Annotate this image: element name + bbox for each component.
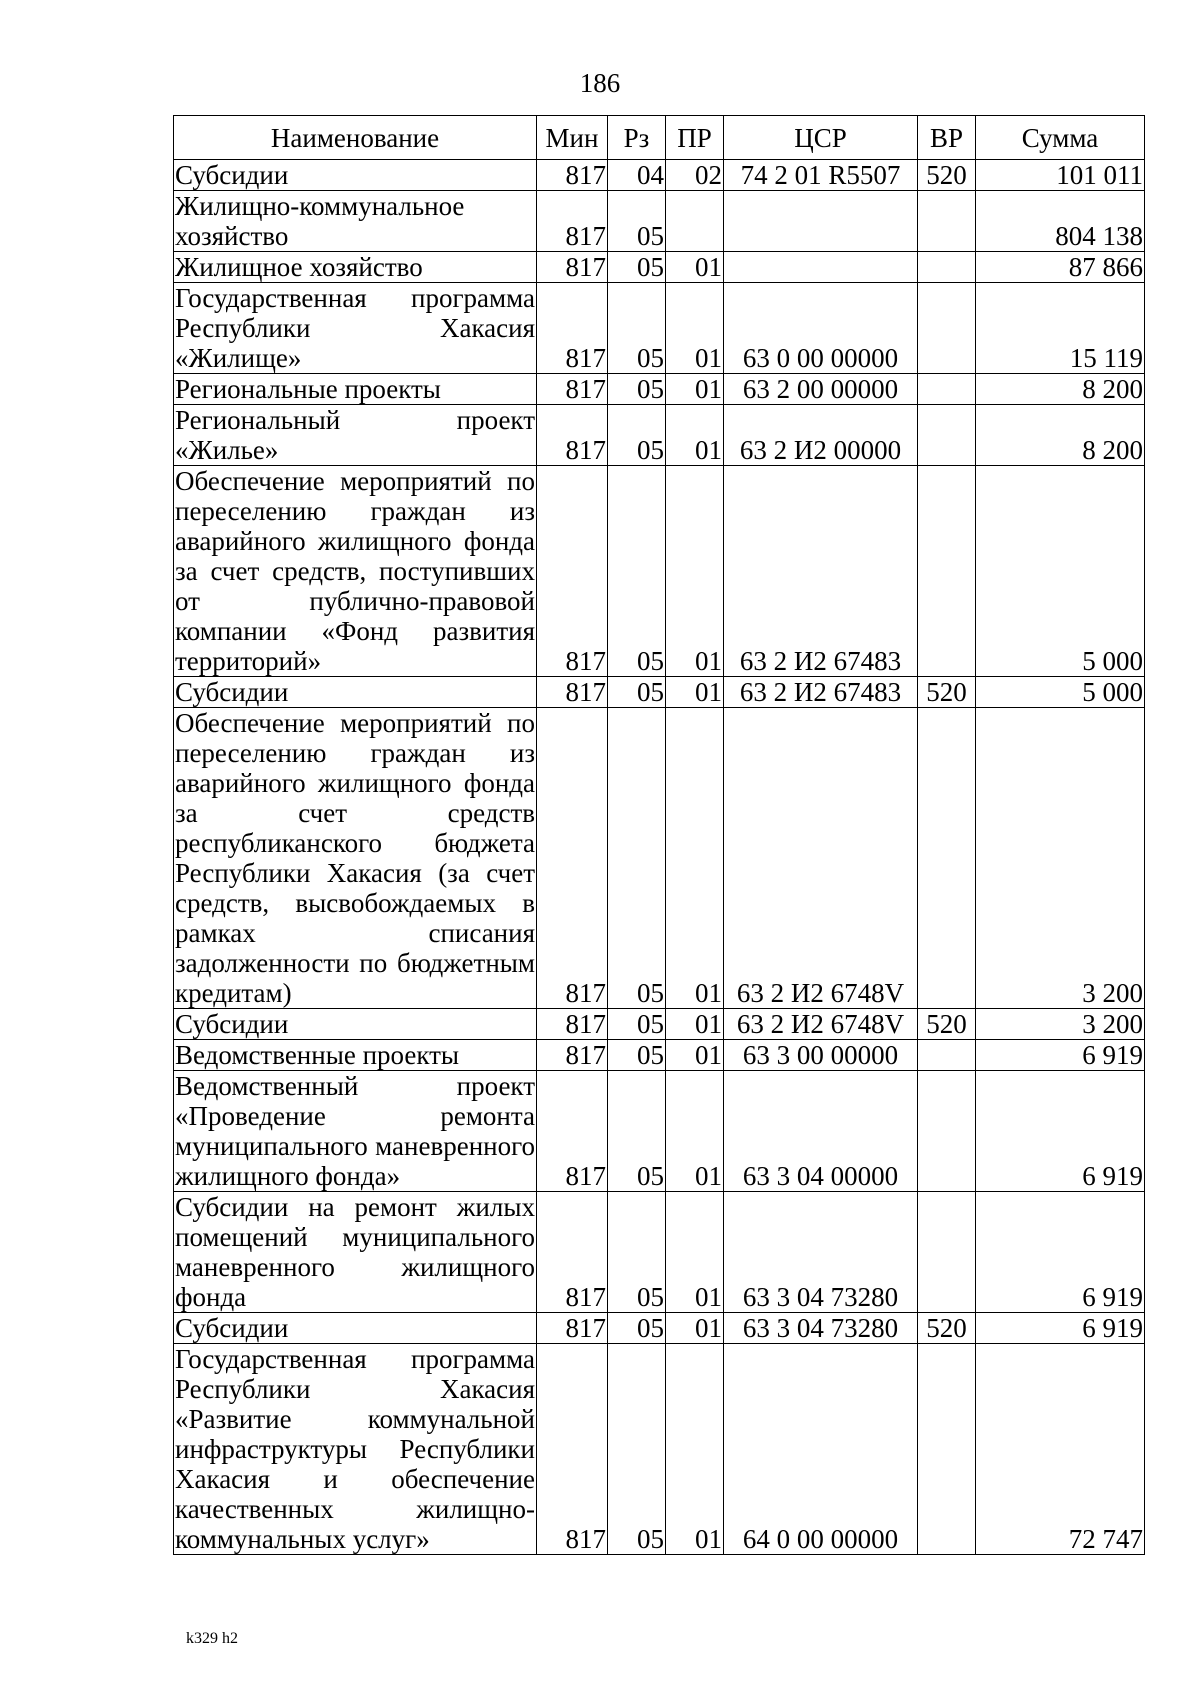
cell-vr — [918, 405, 976, 466]
cell-rz: 05 — [608, 191, 666, 252]
header-min: Мин — [537, 116, 608, 160]
cell-sum: 6 919 — [976, 1192, 1145, 1313]
cell-min: 817 — [537, 160, 608, 191]
cell-vr — [918, 374, 976, 405]
table-row — [174, 1071, 1145, 1192]
budget-table — [173, 115, 1145, 1555]
cell-vr: 520 — [918, 160, 976, 191]
table-header-row — [174, 116, 1145, 160]
cell-name: Субсидии — [174, 1313, 537, 1344]
cell-vr — [918, 252, 976, 283]
cell-csr: 63 3 04 00000 — [724, 1071, 918, 1192]
cell-min: 817 — [537, 466, 608, 677]
cell-rz: 05 — [608, 405, 666, 466]
footer-code: k329 h2 — [186, 1630, 238, 1647]
cell-pr: 01 — [666, 405, 724, 466]
cell-vr: 520 — [918, 1009, 976, 1040]
cell-csr: 74 2 01 R5507 — [724, 160, 918, 191]
cell-min: 817 — [537, 708, 608, 1009]
cell-pr — [666, 191, 724, 252]
table-row — [174, 283, 1145, 374]
cell-min: 817 — [537, 405, 608, 466]
cell-csr — [724, 252, 918, 283]
cell-min: 817 — [537, 374, 608, 405]
table-row — [174, 1313, 1145, 1344]
cell-min: 817 — [537, 1009, 608, 1040]
header-vr: ВР — [918, 116, 976, 160]
cell-sum: 8 200 — [976, 374, 1145, 405]
cell-sum: 6 919 — [976, 1313, 1145, 1344]
cell-rz: 05 — [608, 252, 666, 283]
cell-csr: 63 2 И2 00000 — [724, 405, 918, 466]
cell-rz: 05 — [608, 1071, 666, 1192]
cell-pr: 01 — [666, 283, 724, 374]
table-row — [174, 1009, 1145, 1040]
cell-csr: 63 0 00 00000 — [724, 283, 918, 374]
page-number: 186 — [579, 68, 621, 98]
table-row — [174, 1344, 1145, 1555]
cell-rz: 05 — [608, 466, 666, 677]
cell-pr: 01 — [666, 374, 724, 405]
cell-name: Субсидии — [174, 1009, 537, 1040]
cell-rz: 05 — [608, 1344, 666, 1555]
cell-rz: 05 — [608, 677, 666, 708]
cell-name: Обеспечение мероприятий по переселению граждан из аварийного жилищного фонда за счет средств республиканского бюджета Республики Хакасия (за счет средств, высвобождаемых в рамках списания задолженности по бюджетным кредитам) — [175, 708, 535, 1008]
cell-name: Субсидии — [174, 677, 537, 708]
cell-pr: 01 — [666, 1040, 724, 1071]
cell-sum: 8 200 — [976, 405, 1145, 466]
cell-name: Ведомственные проекты — [174, 1040, 537, 1071]
cell-csr: 63 2 00 00000 — [724, 374, 918, 405]
cell-rz: 05 — [608, 1192, 666, 1313]
cell-sum: 3 200 — [976, 708, 1145, 1009]
cell-min: 817 — [537, 677, 608, 708]
header-sum: Сумма — [976, 116, 1145, 160]
table-row — [174, 374, 1145, 405]
cell-rz: 05 — [608, 1009, 666, 1040]
cell-csr: 63 2 И2 67483 — [724, 466, 918, 677]
cell-csr: 63 2 И2 67483 — [724, 677, 918, 708]
cell-vr — [918, 1344, 976, 1555]
cell-min: 817 — [537, 1192, 608, 1313]
cell-sum: 87 866 — [976, 252, 1145, 283]
cell-pr: 01 — [666, 1009, 724, 1040]
cell-pr: 01 — [666, 466, 724, 677]
table-row — [174, 1040, 1145, 1071]
header-rz: Рз — [608, 116, 666, 160]
cell-name: Обеспечение мероприятий по переселению граждан из аварийного жилищного фонда за счет средств, поступивших от публично-правовой компании «Фонд развития территорий» — [175, 466, 535, 676]
cell-vr — [918, 708, 976, 1009]
cell-csr: 63 3 04 73280 — [724, 1192, 918, 1313]
cell-min: 817 — [537, 1071, 608, 1192]
cell-min: 817 — [537, 191, 608, 252]
cell-name: Государственная программа Республики Хакасия «Жилище» — [175, 283, 535, 373]
cell-name: Ведомственный проект «Проведение ремонта муниципального маневренного жилищного фонда» — [175, 1071, 535, 1191]
cell-vr — [918, 283, 976, 374]
cell-name: Жилищно-коммунальное хозяйство — [174, 191, 537, 252]
cell-sum: 6 919 — [976, 1040, 1145, 1071]
cell-name: Государственная программа Республики Хакасия «Развитие коммунальной инфраструктуры Республики Хакасия и обеспечение качественных жилищно-коммунальных услуг» — [175, 1344, 535, 1554]
cell-vr — [918, 191, 976, 252]
cell-csr: 63 2 И2 6748V — [724, 1009, 918, 1040]
cell-csr: 63 3 00 00000 — [724, 1040, 918, 1071]
cell-name: Региональный проект «Жилье» — [175, 405, 535, 465]
cell-pr: 01 — [666, 252, 724, 283]
cell-vr — [918, 1192, 976, 1313]
cell-min: 817 — [537, 252, 608, 283]
cell-name: Субсидии на ремонт жилых помещений муниципального маневренного жилищного фонда — [175, 1192, 535, 1312]
table-row — [174, 191, 1145, 252]
cell-rz: 05 — [608, 374, 666, 405]
cell-pr: 01 — [666, 708, 724, 1009]
cell-rz: 05 — [608, 283, 666, 374]
header-csr: ЦСР — [724, 116, 918, 160]
cell-rz: 05 — [608, 708, 666, 1009]
cell-vr — [918, 466, 976, 677]
cell-sum: 3 200 — [976, 1009, 1145, 1040]
cell-csr: 64 0 00 00000 — [724, 1344, 918, 1555]
cell-vr — [918, 1040, 976, 1071]
table-row — [174, 1192, 1145, 1313]
header-pr: ПР — [666, 116, 724, 160]
cell-sum: 5 000 — [976, 466, 1145, 677]
cell-pr: 01 — [666, 1344, 724, 1555]
table-row — [174, 252, 1145, 283]
cell-rz: 04 — [608, 160, 666, 191]
cell-sum: 5 000 — [976, 677, 1145, 708]
cell-pr: 01 — [666, 1313, 724, 1344]
cell-min: 817 — [537, 283, 608, 374]
cell-sum: 72 747 — [976, 1344, 1145, 1555]
cell-sum: 101 011 — [976, 160, 1145, 191]
cell-sum: 15 119 — [976, 283, 1145, 374]
table-row — [174, 405, 1145, 466]
cell-vr: 520 — [918, 677, 976, 708]
cell-name: Жилищное хозяйство — [174, 252, 537, 283]
cell-min: 817 — [537, 1040, 608, 1071]
cell-pr: 02 — [666, 160, 724, 191]
cell-min: 817 — [537, 1344, 608, 1555]
header-name: Наименование — [174, 116, 537, 160]
cell-pr: 01 — [666, 1071, 724, 1192]
table-row — [174, 708, 1145, 1009]
cell-rz: 05 — [608, 1313, 666, 1344]
cell-sum: 804 138 — [976, 191, 1145, 252]
table-row — [174, 677, 1145, 708]
cell-name: Субсидии — [174, 160, 537, 191]
table-row — [174, 466, 1145, 677]
cell-rz: 05 — [608, 1040, 666, 1071]
cell-vr — [918, 1071, 976, 1192]
cell-name: Региональные проекты — [174, 374, 537, 405]
cell-min: 817 — [537, 1313, 608, 1344]
cell-csr: 63 2 И2 6748V — [724, 708, 918, 1009]
table-row — [174, 160, 1145, 191]
cell-vr: 520 — [918, 1313, 976, 1344]
cell-pr: 01 — [666, 677, 724, 708]
cell-pr: 01 — [666, 1192, 724, 1313]
cell-sum: 6 919 — [976, 1071, 1145, 1192]
cell-csr: 63 3 04 73280 — [724, 1313, 918, 1344]
cell-csr — [724, 191, 918, 252]
